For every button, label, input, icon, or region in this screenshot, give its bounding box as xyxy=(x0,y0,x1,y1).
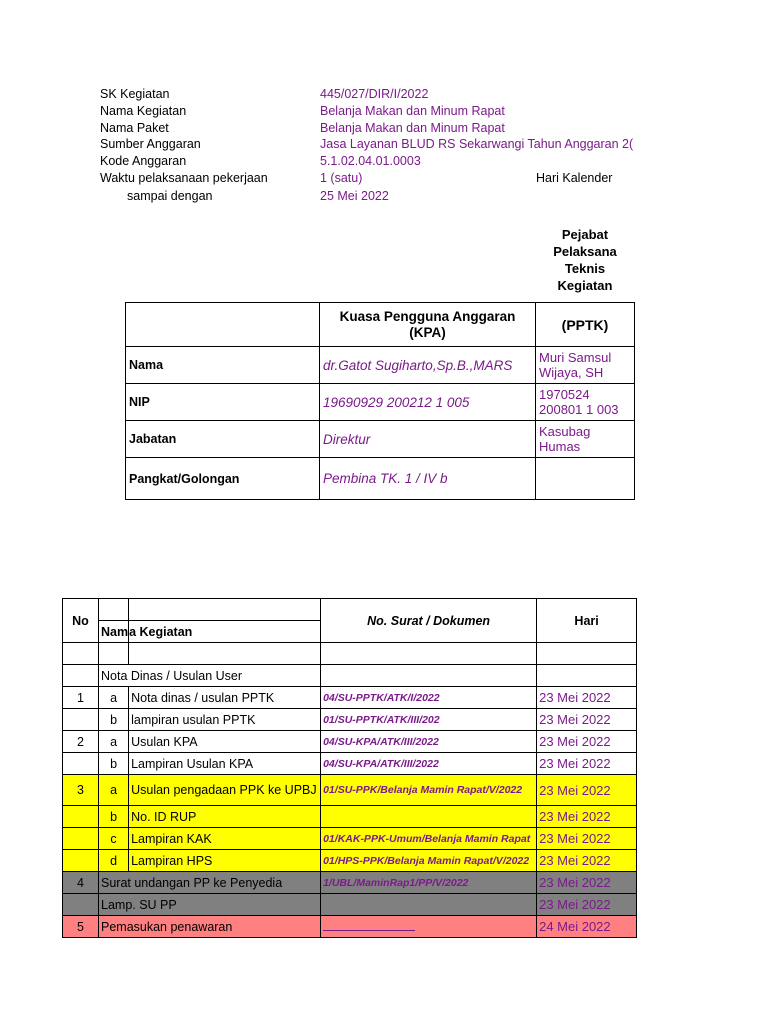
row-desc: Usulan KPA xyxy=(129,731,321,753)
officials-corner xyxy=(126,303,320,347)
officials-row-nama xyxy=(126,347,635,384)
row-no xyxy=(63,753,99,775)
nama-kegiatan-value: Belanja Makan dan Minum Rapat xyxy=(320,104,505,118)
activities-header-row-1 xyxy=(63,599,637,621)
kpa-header: Kuasa Pengguna Anggaran (KPA) xyxy=(320,303,536,347)
nama-label: Nama xyxy=(126,347,320,384)
table-row xyxy=(63,916,637,938)
row-doc: 1/UBL/MaminRap1/PP/V/2022 xyxy=(321,872,537,894)
officials-row-jabatan xyxy=(126,421,635,458)
waktu-value: 1 (satu) xyxy=(320,171,363,185)
row-no xyxy=(63,806,99,828)
kode-anggaran-label: Kode Anggaran xyxy=(100,154,187,168)
pptk-pangkat xyxy=(536,458,635,500)
table-row xyxy=(63,731,637,753)
section-title: Nota Dinas / Usulan User xyxy=(99,665,321,687)
officials-header-row xyxy=(126,303,635,347)
row-sub: c xyxy=(99,828,129,850)
row-sub: b xyxy=(99,806,129,828)
row-desc: lampiran usulan PPTK xyxy=(129,709,321,731)
pangkat-label: Pangkat/Golongan xyxy=(126,458,320,500)
col-hari-header: Hari xyxy=(537,599,637,643)
blank-cell xyxy=(63,643,99,665)
row-desc: Lamp. SU PP xyxy=(99,894,321,916)
section-row xyxy=(63,665,637,687)
row-sub: a xyxy=(99,731,129,753)
row-day: 24 Mei 2022 xyxy=(537,916,637,938)
row-no: 2 xyxy=(63,731,99,753)
table-row xyxy=(63,753,637,775)
row-desc: Pemasukan penawaran xyxy=(99,916,321,938)
row-desc: Lampiran HPS xyxy=(129,850,321,872)
table-row xyxy=(63,687,637,709)
section-doc xyxy=(321,665,537,687)
row-no: 1 xyxy=(63,687,99,709)
header-blank-desc xyxy=(129,599,321,621)
row-day: 23 Mei 2022 xyxy=(537,828,637,850)
blank-cell xyxy=(321,643,537,665)
blank-row xyxy=(63,643,637,665)
col-nama-header-part1: Nam xyxy=(99,621,129,643)
officials-row-pangkat xyxy=(126,458,635,500)
row-doc: 04/SU-KPA/ATK/III/2022 xyxy=(321,731,537,753)
blank-cell xyxy=(129,643,321,665)
kpa-jabatan: Direktur xyxy=(320,421,536,458)
row-desc: Lampiran Usulan KPA xyxy=(129,753,321,775)
row-sub: b xyxy=(99,709,129,731)
pptk-jabatan: Kasubag Humas xyxy=(536,421,635,458)
row-no xyxy=(63,894,99,916)
sampai-label: sampai dengan xyxy=(127,189,213,203)
pptk-nama: Muri Samsul Wijaya, SH xyxy=(536,347,635,384)
waktu-label: Waktu pelaksanaan pekerjaan xyxy=(100,171,268,185)
row-doc xyxy=(321,894,537,916)
col-nama-header-part2: a Kegiatan xyxy=(129,621,321,643)
section-no xyxy=(63,665,99,687)
row-day: 23 Mei 2022 xyxy=(537,806,637,828)
sumber-anggaran-label: Sumber Anggaran xyxy=(100,137,201,151)
row-no: 5 xyxy=(63,916,99,938)
section-day xyxy=(537,665,637,687)
pptk-nip: 1970524 200801 1 003 xyxy=(536,384,635,421)
table-row xyxy=(63,775,637,806)
nip-label: NIP xyxy=(126,384,320,421)
row-desc: No. ID RUP xyxy=(129,806,321,828)
row-desc: Lampiran KAK xyxy=(129,828,321,850)
row-doc-blank xyxy=(321,916,537,938)
sk-kegiatan-label: SK Kegiatan xyxy=(100,87,170,101)
row-sub: d xyxy=(99,850,129,872)
row-desc: Nota dinas / usulan PPTK xyxy=(129,687,321,709)
table-row xyxy=(63,894,637,916)
row-day: 23 Mei 2022 xyxy=(537,894,637,916)
waktu-unit: Hari Kalender xyxy=(536,171,613,185)
blank-cell xyxy=(99,643,129,665)
kode-anggaran-value: 5.1.02.04.01.0003 xyxy=(320,154,421,168)
row-sub: a xyxy=(99,775,129,806)
row-doc: 01/HPS-PPK/Belanja Mamin Rapat/V/2022 xyxy=(321,850,537,872)
kpa-pangkat: Pembina TK. 1 / IV b xyxy=(320,458,536,500)
row-no xyxy=(63,828,99,850)
table-row xyxy=(63,872,637,894)
col-no-header: No xyxy=(63,599,99,643)
row-doc: 04/SU-KPA/ATK/III/2022 xyxy=(321,753,537,775)
blank-cell xyxy=(537,643,637,665)
row-day: 23 Mei 2022 xyxy=(537,850,637,872)
row-day: 23 Mei 2022 xyxy=(537,731,637,753)
activities-table xyxy=(62,598,637,938)
nama-paket-value: Belanja Makan dan Minum Rapat xyxy=(320,121,505,135)
pptk-header: (PPTK) xyxy=(536,303,635,347)
row-desc: Usulan pengadaan PPK ke UPBJ xyxy=(129,775,321,806)
table-row xyxy=(63,828,637,850)
row-day: 23 Mei 2022 xyxy=(537,775,637,806)
row-sub: b xyxy=(99,753,129,775)
nama-kegiatan-label: Nama Kegiatan xyxy=(100,104,187,118)
sumber-anggaran-value: Jasa Layanan BLUD RS Sekarwangi Tahun Anggaran 2( xyxy=(320,137,634,151)
jabatan-label: Jabatan xyxy=(126,421,320,458)
row-desc: Surat undangan PP ke Penyedia xyxy=(99,872,321,894)
col-surat-header: No. Surat / Dokumen xyxy=(321,599,537,643)
row-no xyxy=(63,850,99,872)
kpa-nama: dr.Gatot Sugiharto,Sp.B.,MARS xyxy=(320,347,536,384)
officials-table xyxy=(125,302,635,500)
row-day: 23 Mei 2022 xyxy=(537,709,637,731)
row-no: 4 xyxy=(63,872,99,894)
header-blank-sub xyxy=(99,599,129,621)
row-day: 23 Mei 2022 xyxy=(537,687,637,709)
row-day: 23 Mei 2022 xyxy=(537,753,637,775)
pptk-title: Pejabat Pelaksana Teknis Kegiatan xyxy=(553,227,617,293)
table-row xyxy=(63,850,637,872)
blank-underline xyxy=(323,920,415,931)
table-row xyxy=(63,806,637,828)
table-row xyxy=(63,709,637,731)
row-day: 23 Mei 2022 xyxy=(537,872,637,894)
sk-kegiatan-value: 445/027/DIR/I/2022 xyxy=(320,87,429,101)
kpa-nip: 19690929 200212 1 005 xyxy=(320,384,536,421)
officials-row-nip xyxy=(126,384,635,421)
row-no xyxy=(63,709,99,731)
nama-paket-label: Nama Paket xyxy=(100,121,169,135)
row-doc xyxy=(321,806,537,828)
row-sub: a xyxy=(99,687,129,709)
row-doc: 04/SU-PPTK/ATK/I/2022 xyxy=(321,687,537,709)
row-no: 3 xyxy=(63,775,99,806)
sampai-value: 25 Mei 2022 xyxy=(320,189,389,203)
row-doc: 01/SU-PPK/Belanja Mamin Rapat/V/2022 xyxy=(321,775,537,806)
row-doc: 01/SU-PPTK/ATK/III/202 xyxy=(321,709,537,731)
row-doc: 01/KAK-PPK-Umum/Belanja Mamin Rapat xyxy=(321,828,537,850)
